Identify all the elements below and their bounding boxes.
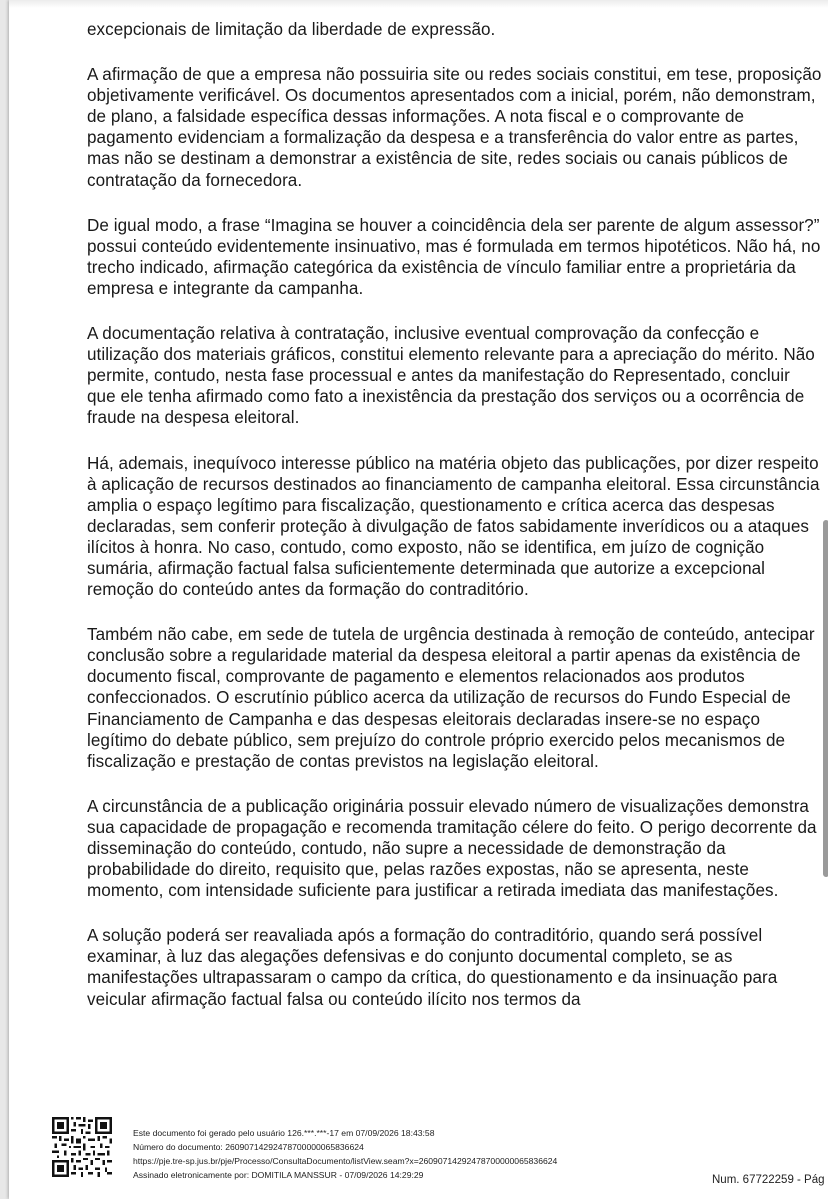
footer-url[interactable]: https://pje.tre-sp.jus.br/pje/Processo/ConsultaDocumento/listView.seam?x=26090714292478700000065836624 [133, 1156, 558, 1166]
footer-document-number: Número do documento: 26090714292478700000065836624 [133, 1142, 364, 1152]
page-number: Num. 67722259 - Pág [712, 1174, 825, 1186]
paragraph-7: A circunstância de a publicação originária possuir elevado número de visualizações demonstra sua capacidade de propagação e recomenda tramitação célere do feito. O perigo decorrente da disseminação do conteúdo, contudo, não supre a necessidade de demonstração da probabilidade do direito, requisito que, pelas razões expostas, não se apresenta, neste momento, com intensidade suficiente para justificar a retirada imediata das manifestações. [87, 796, 817, 901]
paragraph-1: excepcionais de limitação da liberdade de expressão. [87, 20, 496, 39]
document-body [87, 19, 822, 1034]
paragraph-5: Há, ademais, inequívoco interesse público na matéria objeto das publicações, por dizer respeito à aplicação de recursos destinados ao financiamento de campanha eleitoral. Essa circunstância amplia o espaço legítimo para fiscalização, questionamento e crítica acerca das despesas declaradas, sem conferir proteção à divulgação de fatos sabidamente inverídicos ou a ataques ilícitos à honra. No caso, contudo, como exposto, não se identifica, em juízo de cognição sumária, afirmação factual falsa suficientemente determinada que autorize a excepcional remoção do conteúdo antes da formação do contraditório. [87, 453, 820, 600]
paragraph-2: A afirmação de que a empresa não possuiria site ou redes sociais constitui, em tese, proposição objetivamente verificável. Os documentos apresentados com a inicial, porém, não demonstram, de plano, a falsidade específica dessas informações. A nota fiscal e o comprovante de pagamento evidenciam a formalização da despesa e a transferência do valor entre as partes, mas não se destinam a demonstrar a existência de site, redes sociais ou canais públicos de contratação da fornecedora. [87, 65, 822, 190]
footer-generated-by: Este documento foi gerado pelo usuário 126.***.***-17 em 07/09/2026 18:43:58 [133, 1128, 435, 1138]
page-top-edge [9, 0, 828, 8]
document-page [9, 0, 828, 1199]
vertical-scrollbar[interactable] [823, 520, 828, 877]
footer-signed-by: Assinado eletronicamente por: DOMITILA MANSSUR - 07/09/2026 14:29:29 [133, 1170, 424, 1180]
paragraph-6: Também não cabe, em sede de tutela de urgência destinada à remoção de conteúdo, antecipar conclusão sobre a regularidade material da despesa eleitoral a partir apenas da existência de documento fiscal, comprovante de pagamento e elementos relacionados aos produtos confeccionados. O escrutínio público acerca da utilização de recursos do Fundo Especial de Financiamento de Campanha e das despesas eleitorais declaradas insere-se no espaço legítimo do debate público, sem prejuízo do controle próprio exercido pelos mecanismos de fiscalização e prestação de contas previstos na legislação eleitoral. [87, 625, 815, 771]
paragraph-3: De igual modo, a frase “Imagina se houver a coincidência dela ser parente de algum assessor?” possui conteúdo evidentemente insinuativo, mas é formulada em termos hipotéticos. Não há, no trecho indicado, afirmação categórica da existência de vínculo familiar entre a proprietária da empresa e integrante da campanha. [87, 215, 821, 298]
paragraph-8: A solução poderá ser reavaliada após a formação do contraditório, quando será possível examinar, à luz das alegações defensivas e do conjunto documental completo, se as manifestações ultrapassaram o campo da crítica, do questionamento e da insinuação para veicular afirmação factual falsa ou conteúdo ilícito nos termos da [87, 926, 778, 1009]
qr-code-icon [52, 1117, 112, 1177]
document-footer [9, 1100, 828, 1199]
footer-metadata [133, 1126, 557, 1182]
paragraph-4: A documentação relativa à contratação, inclusive eventual comprovação da confecção e utilização dos materiais gráficos, constitui elemento relevante para a apreciação do mérito. Não permite, contudo, nesta fase processual e antes da manifestação do Representado, concluir que ele tenha afirmado como fato a inexistência da prestação dos serviços ou a ocorrência de fraude na despesa eleitoral. [87, 324, 815, 428]
